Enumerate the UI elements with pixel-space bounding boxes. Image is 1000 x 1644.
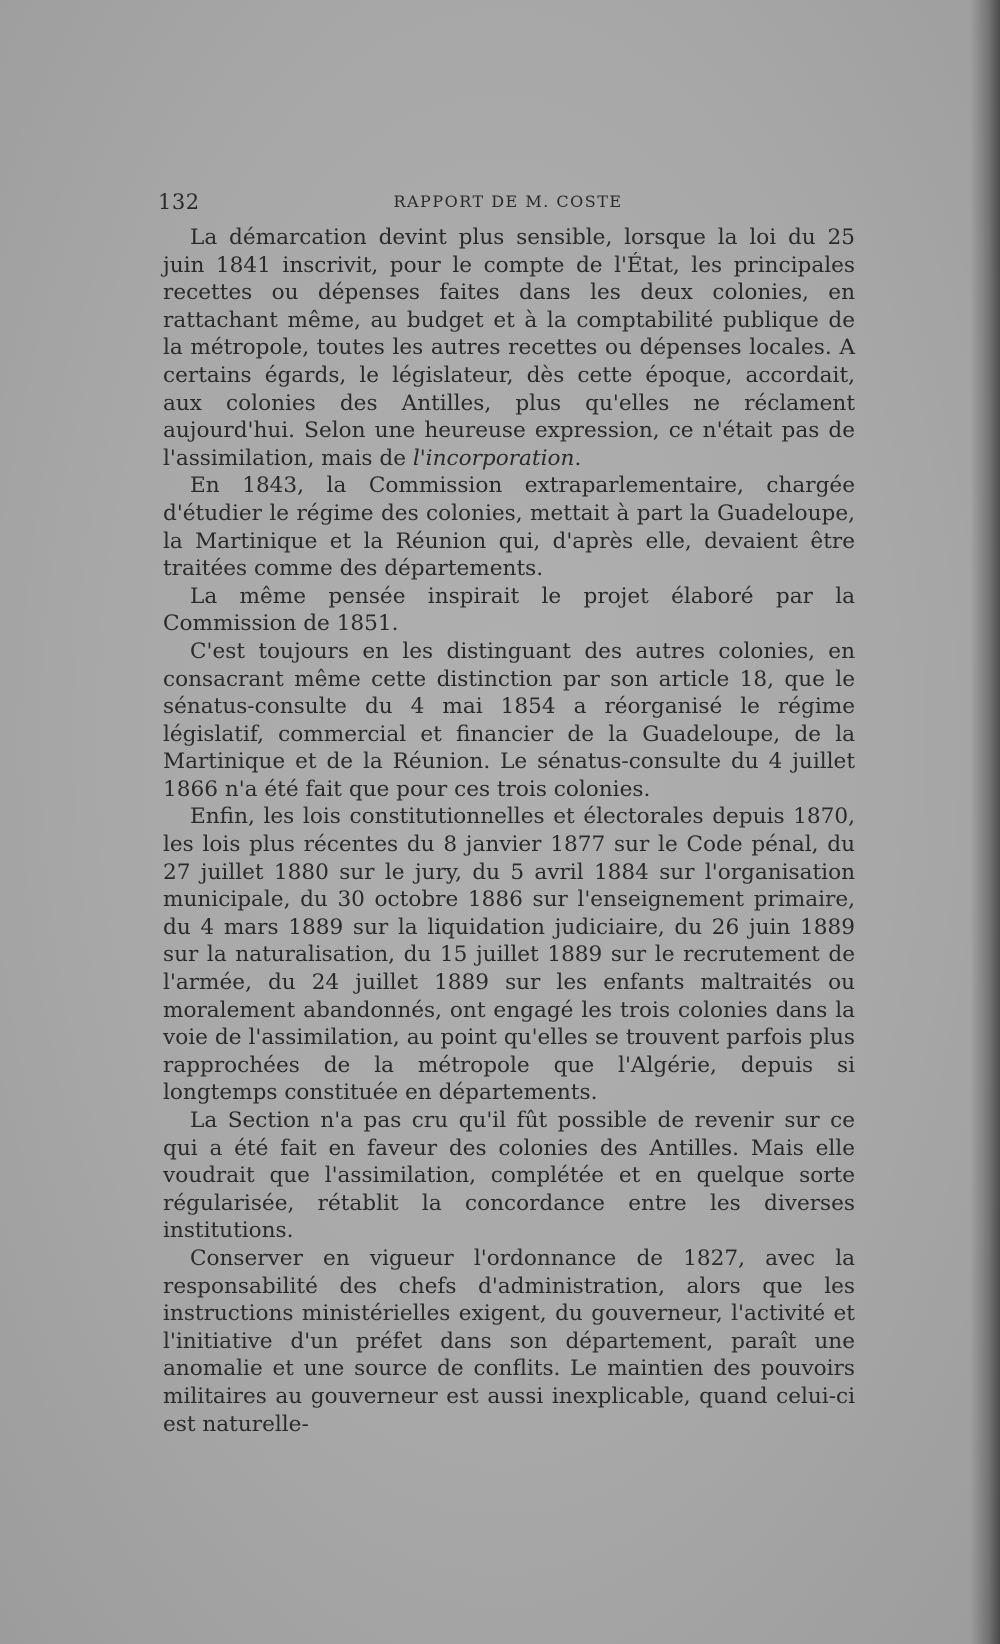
running-head: RAPPORT DE M. COSTE (393, 192, 623, 211)
paragraph-6: La Section n'a pas cru qu'il fût possible de revenir sur ce qui a été fait en faveur des colonies des Antilles. Mais elle voudrait que l'assimilation, complétée et en quelque sorte régularisée, rétablit la concordance entre les diverses institutions. (163, 1108, 855, 1244)
paragraph-1-text: La démarcation devint plus sensible, lorsque la loi du 25 juin 1841 inscrivit, pour le compte de l'État, les principales recettes ou dépenses faites dans les deux colonies, en rattachant même, au budget et à la comptabilité publique de la métropole, toutes les autres recettes ou dépenses locales. A certains égards, le législateur, dès cette époque, accordait, aux colonies des Antilles, plus qu'elles ne réclament aujourd'hui. Selon une heureuse expression, ce n'était pas de l'assimilation, mais de (163, 225, 855, 471)
paragraph-4: C'est toujours en les distinguant des autres colonies, en consacrant même cette distinction par son article 18, que le sénatus-consulte du 4 mai 1854 a réorganisé le régime législatif, commercial et financier de la Guadeloupe, de la Martinique et de la Réunion. Le sénatus-consulte du 4 juillet 1866 n'a été fait que pour ces trois colonies. (163, 638, 855, 802)
paragraph-1-emphasis: l'incorporation (412, 445, 575, 471)
paragraph-1 (163, 224, 855, 472)
paragraph-1-tail: . (574, 445, 582, 471)
body-text (163, 224, 855, 1438)
paragraph-2: En 1843, la Commission extraparlementaire, chargée d'étudier le régime des colonies, mettait à part la Guadeloupe, la Martinique et la Réunion qui, d'après elle, devaient être traitées comme des départements. (163, 473, 855, 582)
page-edge-shadow (970, 0, 1000, 1644)
paragraph-3: La même pensée inspirait le projet élaboré par la Commission de 1851. (163, 583, 855, 637)
paragraph-5: Enfin, les lois constitutionnelles et électorales depuis 1870, les lois plus récentes du 8 janvier 1877 sur le Code pénal, du 27 juillet 1880 sur le jury, du 5 avril 1884 sur l'organisation municipale, du 30 octobre 1886 sur l'enseignement primaire, du 4 mars 1889 sur la liquidation judiciaire, du 26 juin 1889 sur la naturalisation, du 15 juillet 1889 sur le recrutement de l'armée, du 24 juillet 1889 sur les enfants maltraités ou moralement abandonnés, ont engagé les trois colonies dans la voie de l'assimilation, au point qu'elles se trouvent parfois plus rapprochées de la métropole que l'Algérie, depuis si longtemps constituée en départements. (163, 804, 855, 1106)
page-header (158, 190, 858, 220)
paragraph-7: Conserver en vigueur l'ordonnance de 1827, avec la responsabilité des chefs d'administration, alors que les instructions ministérielles exigent, du gouverneur, l'activité et l'initiative d'un préfet dans son département, paraît une anomalie et une source de conflits. Le maintien des pouvoirs militaires au gouverneur est aussi inexplicable, quand celui-ci est naturelle- (163, 1245, 855, 1437)
page-number: 132 (158, 190, 200, 214)
